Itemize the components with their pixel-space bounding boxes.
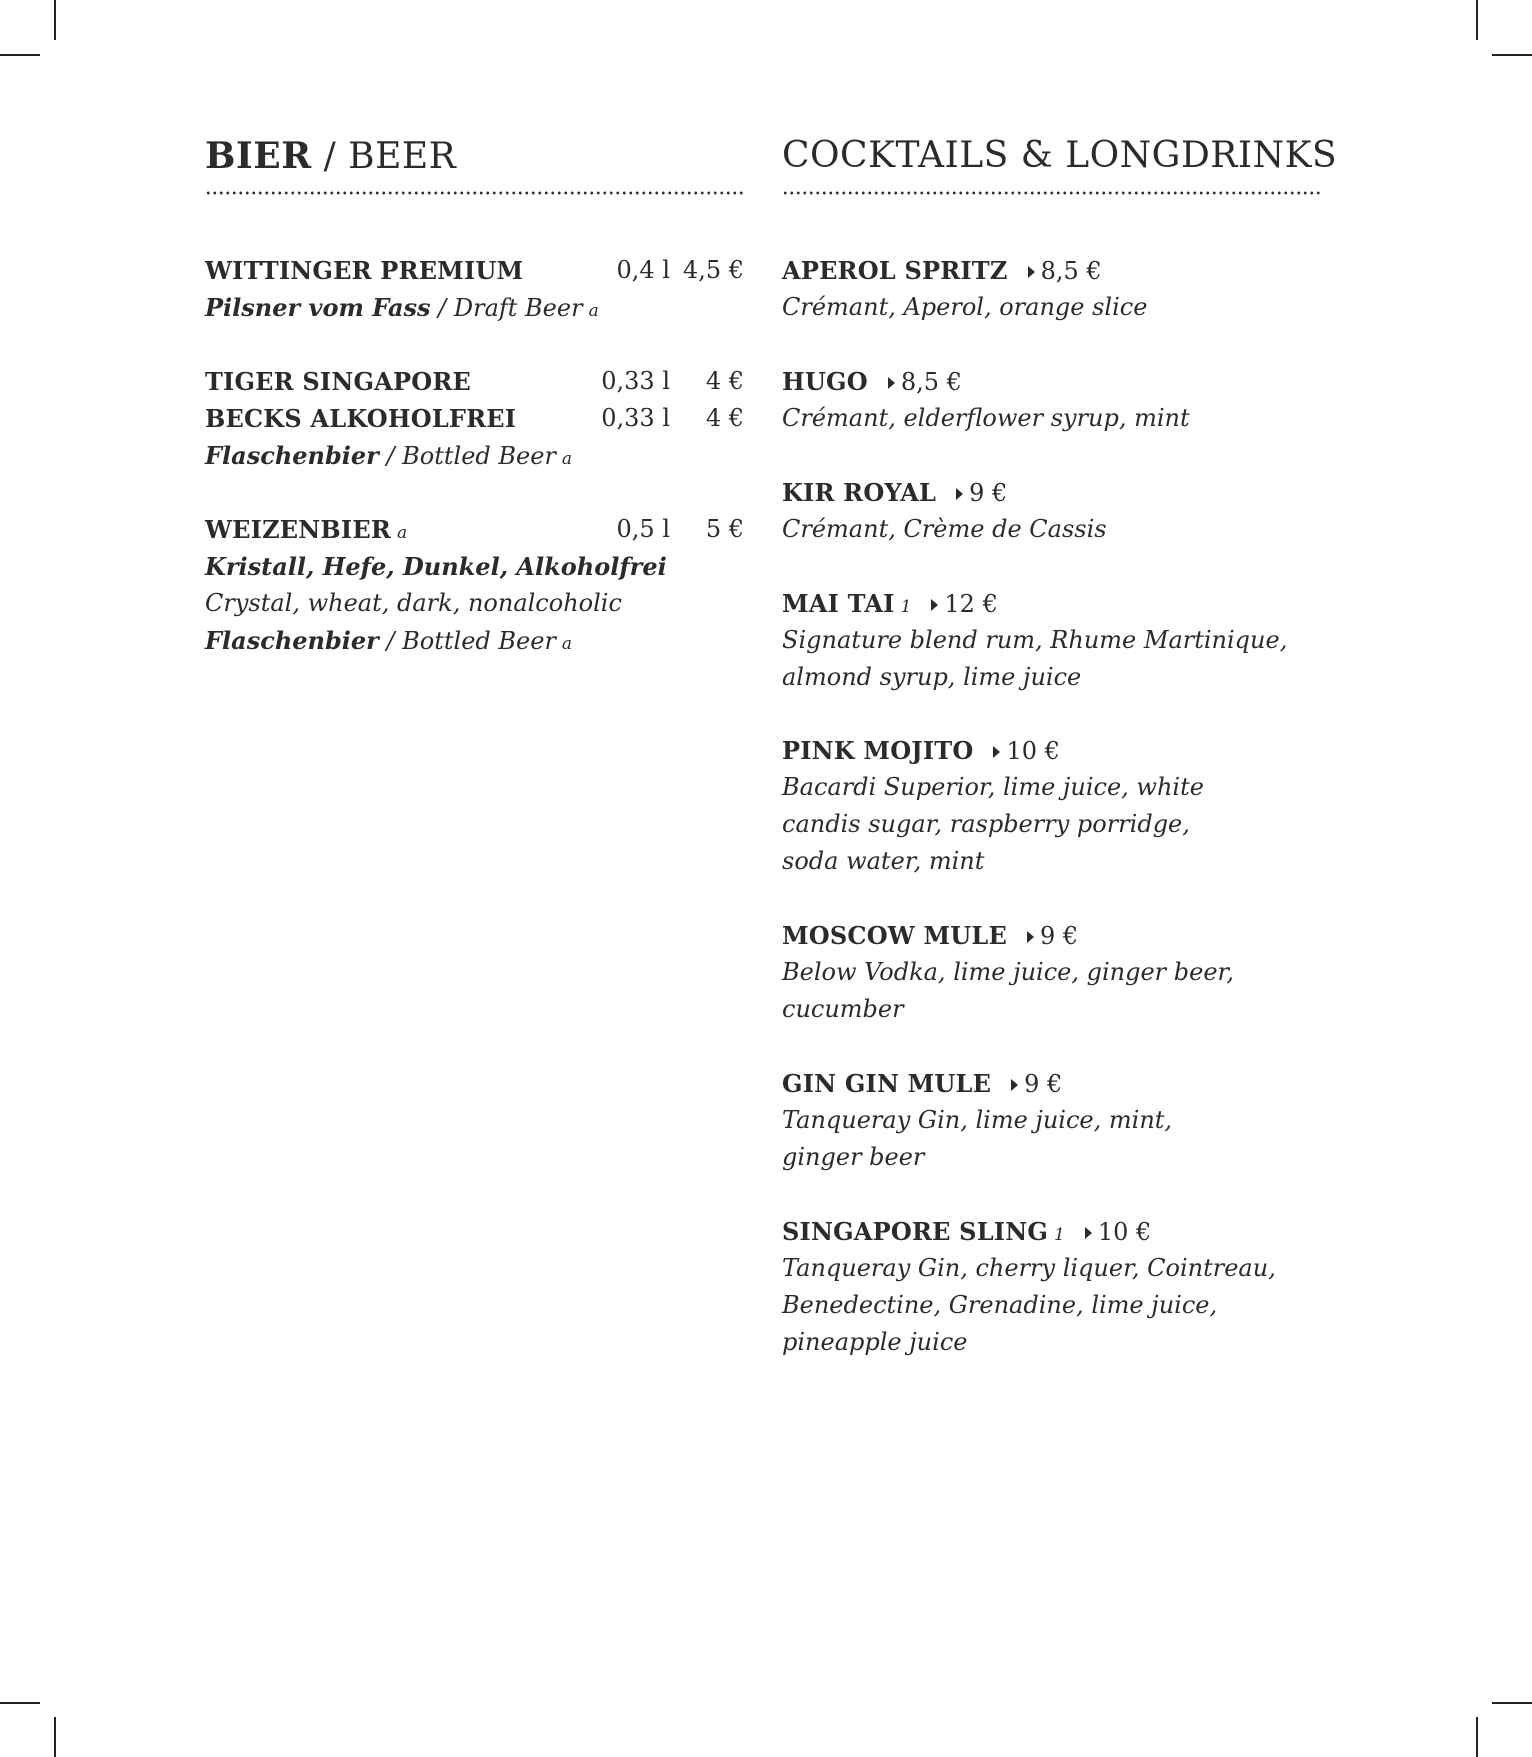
footnote-marker: a bbox=[561, 449, 573, 469]
subtitle-en: / Draft Beer bbox=[430, 294, 583, 322]
cocktail-description-line: Crémant, Aperol, orange slice bbox=[782, 293, 1148, 321]
cocktail-description-line: Benedectine, Grenadine, lime juice, bbox=[782, 1291, 1218, 1319]
item-name: BECKS ALKOHOLFREI bbox=[205, 404, 517, 433]
footnote-marker: a bbox=[561, 634, 573, 654]
cocktail-title-row bbox=[782, 1065, 1062, 1102]
cocktail-title-row bbox=[782, 474, 1007, 511]
cocktail-title-row bbox=[782, 363, 962, 400]
crop-mark-bottom-left-vertical bbox=[54, 1717, 56, 1757]
weizen-types-de: Kristall, Hefe, Dunkel, Alkoholfrei bbox=[205, 552, 667, 581]
cocktail-title-row bbox=[782, 917, 1078, 954]
cocktail-name: MOSCOW MULE bbox=[782, 921, 1007, 950]
cocktail-price: 12 € bbox=[944, 590, 998, 618]
item-volume: 0,5 l bbox=[616, 515, 670, 543]
crop-mark-bottom-left-horizontal bbox=[0, 1702, 40, 1704]
item-volume: 0,4 l bbox=[616, 256, 670, 284]
item-subtitle bbox=[205, 437, 572, 474]
triangle-right-icon bbox=[1011, 1079, 1018, 1091]
subtitle-de: Pilsner vom Fass bbox=[205, 293, 431, 322]
cocktail-price: 9 € bbox=[1024, 1070, 1063, 1098]
cocktail-description-line: Bacardi Superior, lime juice, white bbox=[782, 773, 1204, 801]
cocktail-name: GIN GIN MULE bbox=[782, 1069, 992, 1098]
cocktail-description-line: Tanqueray Gin, cherry liquer, Cointreau, bbox=[782, 1254, 1276, 1282]
crop-mark-bottom-right-horizontal bbox=[1492, 1702, 1532, 1704]
item-price: 4,5 € bbox=[682, 256, 744, 284]
beer-heading-bold: BIER bbox=[205, 135, 312, 177]
cocktail-description-line: Signature blend rum, Rhume Martinique, bbox=[782, 626, 1288, 654]
cocktail-price: 10 € bbox=[1097, 1218, 1152, 1246]
triangle-right-icon bbox=[1028, 266, 1035, 278]
crop-mark-top-right-vertical bbox=[1476, 0, 1478, 40]
footnote-marker: 1 bbox=[900, 597, 912, 617]
crop-mark-top-left-vertical bbox=[54, 0, 56, 40]
menu-item-row bbox=[205, 252, 744, 289]
triangle-right-icon bbox=[931, 599, 938, 611]
triangle-right-icon bbox=[1027, 931, 1034, 943]
item-subtitle bbox=[205, 289, 599, 326]
cocktails-dotted-divider bbox=[782, 190, 1322, 196]
subtitle-de: Flaschenbier bbox=[205, 626, 379, 655]
weizen-types-en: Crystal, wheat, dark, nonalcoholic bbox=[205, 589, 622, 617]
cocktail-description-line: almond syrup, lime juice bbox=[782, 663, 1082, 691]
cocktail-name: SINGAPORE SLING bbox=[782, 1217, 1049, 1246]
beer-heading bbox=[205, 128, 456, 185]
triangle-right-icon bbox=[993, 746, 1000, 758]
cocktail-description-line: Tanqueray Gin, lime juice, mint, bbox=[782, 1106, 1173, 1134]
cocktail-title-row bbox=[782, 585, 998, 622]
subtitle-en: / Bottled Beer bbox=[378, 627, 556, 655]
item-price: 5 € bbox=[705, 515, 744, 543]
cocktail-description-line: soda water, mint bbox=[782, 847, 985, 875]
beer-heading-rest: / BEER bbox=[311, 136, 457, 177]
cocktail-description-line: Below Vodka, lime juice, ginger beer, bbox=[782, 958, 1235, 986]
cocktail-title-row bbox=[782, 252, 1102, 289]
footnote-marker: a bbox=[396, 523, 408, 543]
triangle-right-icon bbox=[956, 488, 963, 500]
cocktail-price: 9 € bbox=[1040, 922, 1079, 950]
cocktail-description-line: pineapple juice bbox=[782, 1328, 968, 1356]
cocktail-name: APEROL SPRITZ bbox=[782, 256, 1008, 285]
subtitle-en: / Bottled Beer bbox=[378, 442, 556, 470]
cocktail-name: MAI TAI bbox=[782, 589, 895, 618]
menu-item-row bbox=[205, 511, 744, 548]
item-subtitle bbox=[205, 622, 572, 659]
item-volume: 0,33 l bbox=[601, 404, 670, 432]
menu-item-row bbox=[205, 400, 744, 437]
footnote-marker: 1 bbox=[1054, 1225, 1065, 1245]
triangle-right-icon bbox=[1085, 1227, 1092, 1239]
cocktail-description-line: Crémant, Crème de Cassis bbox=[782, 515, 1107, 543]
beer-dotted-divider bbox=[205, 190, 744, 196]
cocktail-description-line: ginger beer bbox=[782, 1143, 925, 1171]
footnote-marker: a bbox=[588, 301, 599, 321]
cocktail-title-row bbox=[782, 1213, 1151, 1250]
cocktail-description-line: Crémant, elderflower syrup, mint bbox=[782, 404, 1190, 432]
item-volume: 0,33 l bbox=[601, 367, 670, 395]
item-name: TIGER SINGAPORE bbox=[205, 367, 471, 396]
crop-mark-bottom-right-vertical bbox=[1476, 1717, 1478, 1757]
cocktail-name: HUGO bbox=[782, 367, 868, 396]
cocktail-title-row bbox=[782, 732, 1060, 769]
cocktail-name: PINK MOJITO bbox=[782, 736, 974, 765]
cocktails-heading: COCKTAILS & LONGDRINKS bbox=[782, 135, 1338, 176]
item-name: WITTINGER PREMIUM bbox=[205, 256, 524, 285]
cocktail-price: 8,5 € bbox=[900, 368, 962, 396]
cocktail-name: KIR ROYAL bbox=[782, 478, 937, 507]
cocktail-description-line: candis sugar, raspberry porridge, bbox=[782, 810, 1190, 838]
crop-mark-top-right-horizontal bbox=[1492, 54, 1532, 56]
item-price: 4 € bbox=[705, 404, 744, 432]
cocktail-price: 10 € bbox=[1006, 737, 1060, 765]
cocktail-price: 8,5 € bbox=[1040, 257, 1102, 285]
item-name: WEIZENBIER bbox=[205, 515, 391, 544]
crop-mark-top-left-horizontal bbox=[0, 54, 40, 56]
item-price: 4 € bbox=[705, 367, 744, 395]
triangle-right-icon bbox=[888, 377, 895, 389]
subtitle-de: Flaschenbier bbox=[205, 441, 379, 470]
cocktail-price: 9 € bbox=[969, 479, 1008, 507]
menu-item-row bbox=[205, 363, 744, 400]
cocktail-description-line: cucumber bbox=[782, 995, 904, 1023]
